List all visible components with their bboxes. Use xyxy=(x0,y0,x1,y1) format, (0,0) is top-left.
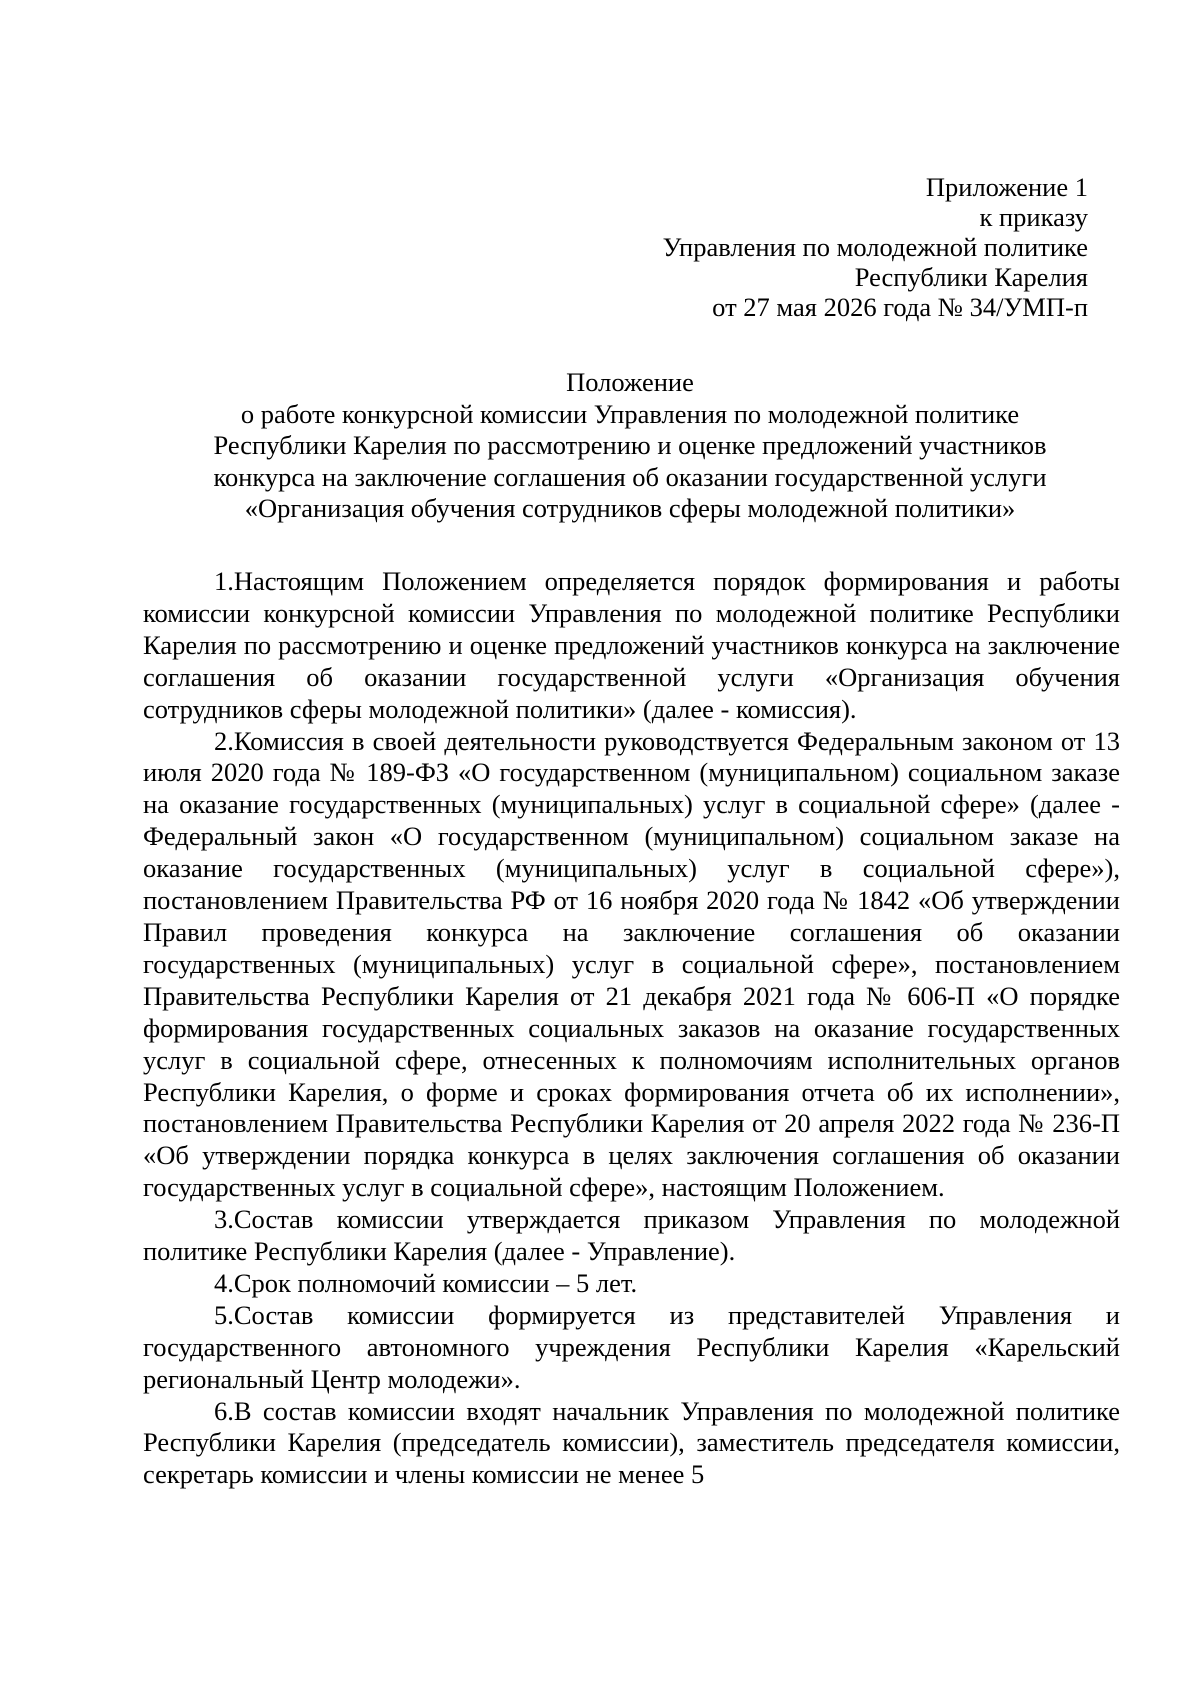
title-line: конкурса на заключение соглашения об оказании государственной услуги xyxy=(213,461,1047,492)
title-line: Республики Карелия по рассмотрению и оценке предложений участников xyxy=(213,430,1047,460)
title-line: о работе конкурсной комиссии Управления по молодежной политике xyxy=(240,398,1020,429)
appendix-line: Управления по молодежной политике xyxy=(662,232,1088,262)
paragraph-4: 4.Срок полномочий комиссии – 5 лет. xyxy=(214,1267,638,1298)
appendix-line: Приложение 1 xyxy=(925,172,1088,202)
paragraph-1: 1.Настоящим Положением определяется порядок формирования и работы комиссии конкурсной комиссии Управления по молодежной политике Республики Карелия по рассмотрению и оценке предложений участников конкурса на заключение соглашения об оказании государственной услуги «Организация обучения сотрудников сферы молодежной политики» (далее - комиссия). xyxy=(143,566,1120,724)
appendix-line: от 27 мая 2026 года № 34/УМП-п xyxy=(712,292,1088,322)
appendix-note xyxy=(663,172,1088,322)
paragraph-3: 3.Состав комиссии утверждается приказом Управления по молодежной политике Республики Карелия (далее - Управление). xyxy=(143,1204,1120,1267)
paragraph-6: 6.В состав комиссии входят начальник Управления по молодежной политике Республики Карелия (председатель комиссии), заместитель председателя комиссии, секретарь комиссии и члены комиссии не менее 5 xyxy=(143,1395,1120,1490)
document-title xyxy=(140,367,1120,525)
paragraph-2: 2.Комиссия в своей деятельности руководствуется Федеральным законом от 13 июля 2020 года № 189-ФЗ «О государственном (муниципальном) социальном заказе на оказание государственных (муниципальных) услуг в социальной сфере» (далее - Федеральный закон «О государственном (муниципальном) социальном заказе на оказание государственных (муниципальных) услуг в социальной сфере»), постановлением Правительства РФ от 16 ноября 2020 года № 1842 «Об утверждении Правил проведения конкурса на заключение соглашения об оказании государственных (муниципальных) услуг в социальной сфере», постановлением Правительства Республики Карелия от 21 декабря 2021 года № 606-П «О порядке формирования государственных социальных заказов на оказание государственных услуг в социальной сфере, отнесенных к полномочиям исполнительных органов Республики Карелия, о форме и сроках формирования отчета об их исполнении», постановлением Правительства Республики Карелия от 20 апреля 2022 года № 236-П «Об утверждении порядка конкурса в целях заключения соглашения об оказании государственных услуг в социальной сфере», настоящим Положением. xyxy=(143,725,1120,1203)
appendix-line: к приказу xyxy=(979,202,1088,232)
title-heading: Положение xyxy=(566,367,694,397)
document-body xyxy=(143,566,1120,1491)
title-line: «Организация обучения сотрудников сферы молодежной политики» xyxy=(244,493,1016,523)
appendix-line: Республики Карелия xyxy=(854,262,1088,292)
paragraph-5: 5.Состав комиссии формируется из представителей Управления и государственного автономного учреждения Республики Карелия «Карельский региональный Центр молодежи». xyxy=(143,1299,1120,1394)
